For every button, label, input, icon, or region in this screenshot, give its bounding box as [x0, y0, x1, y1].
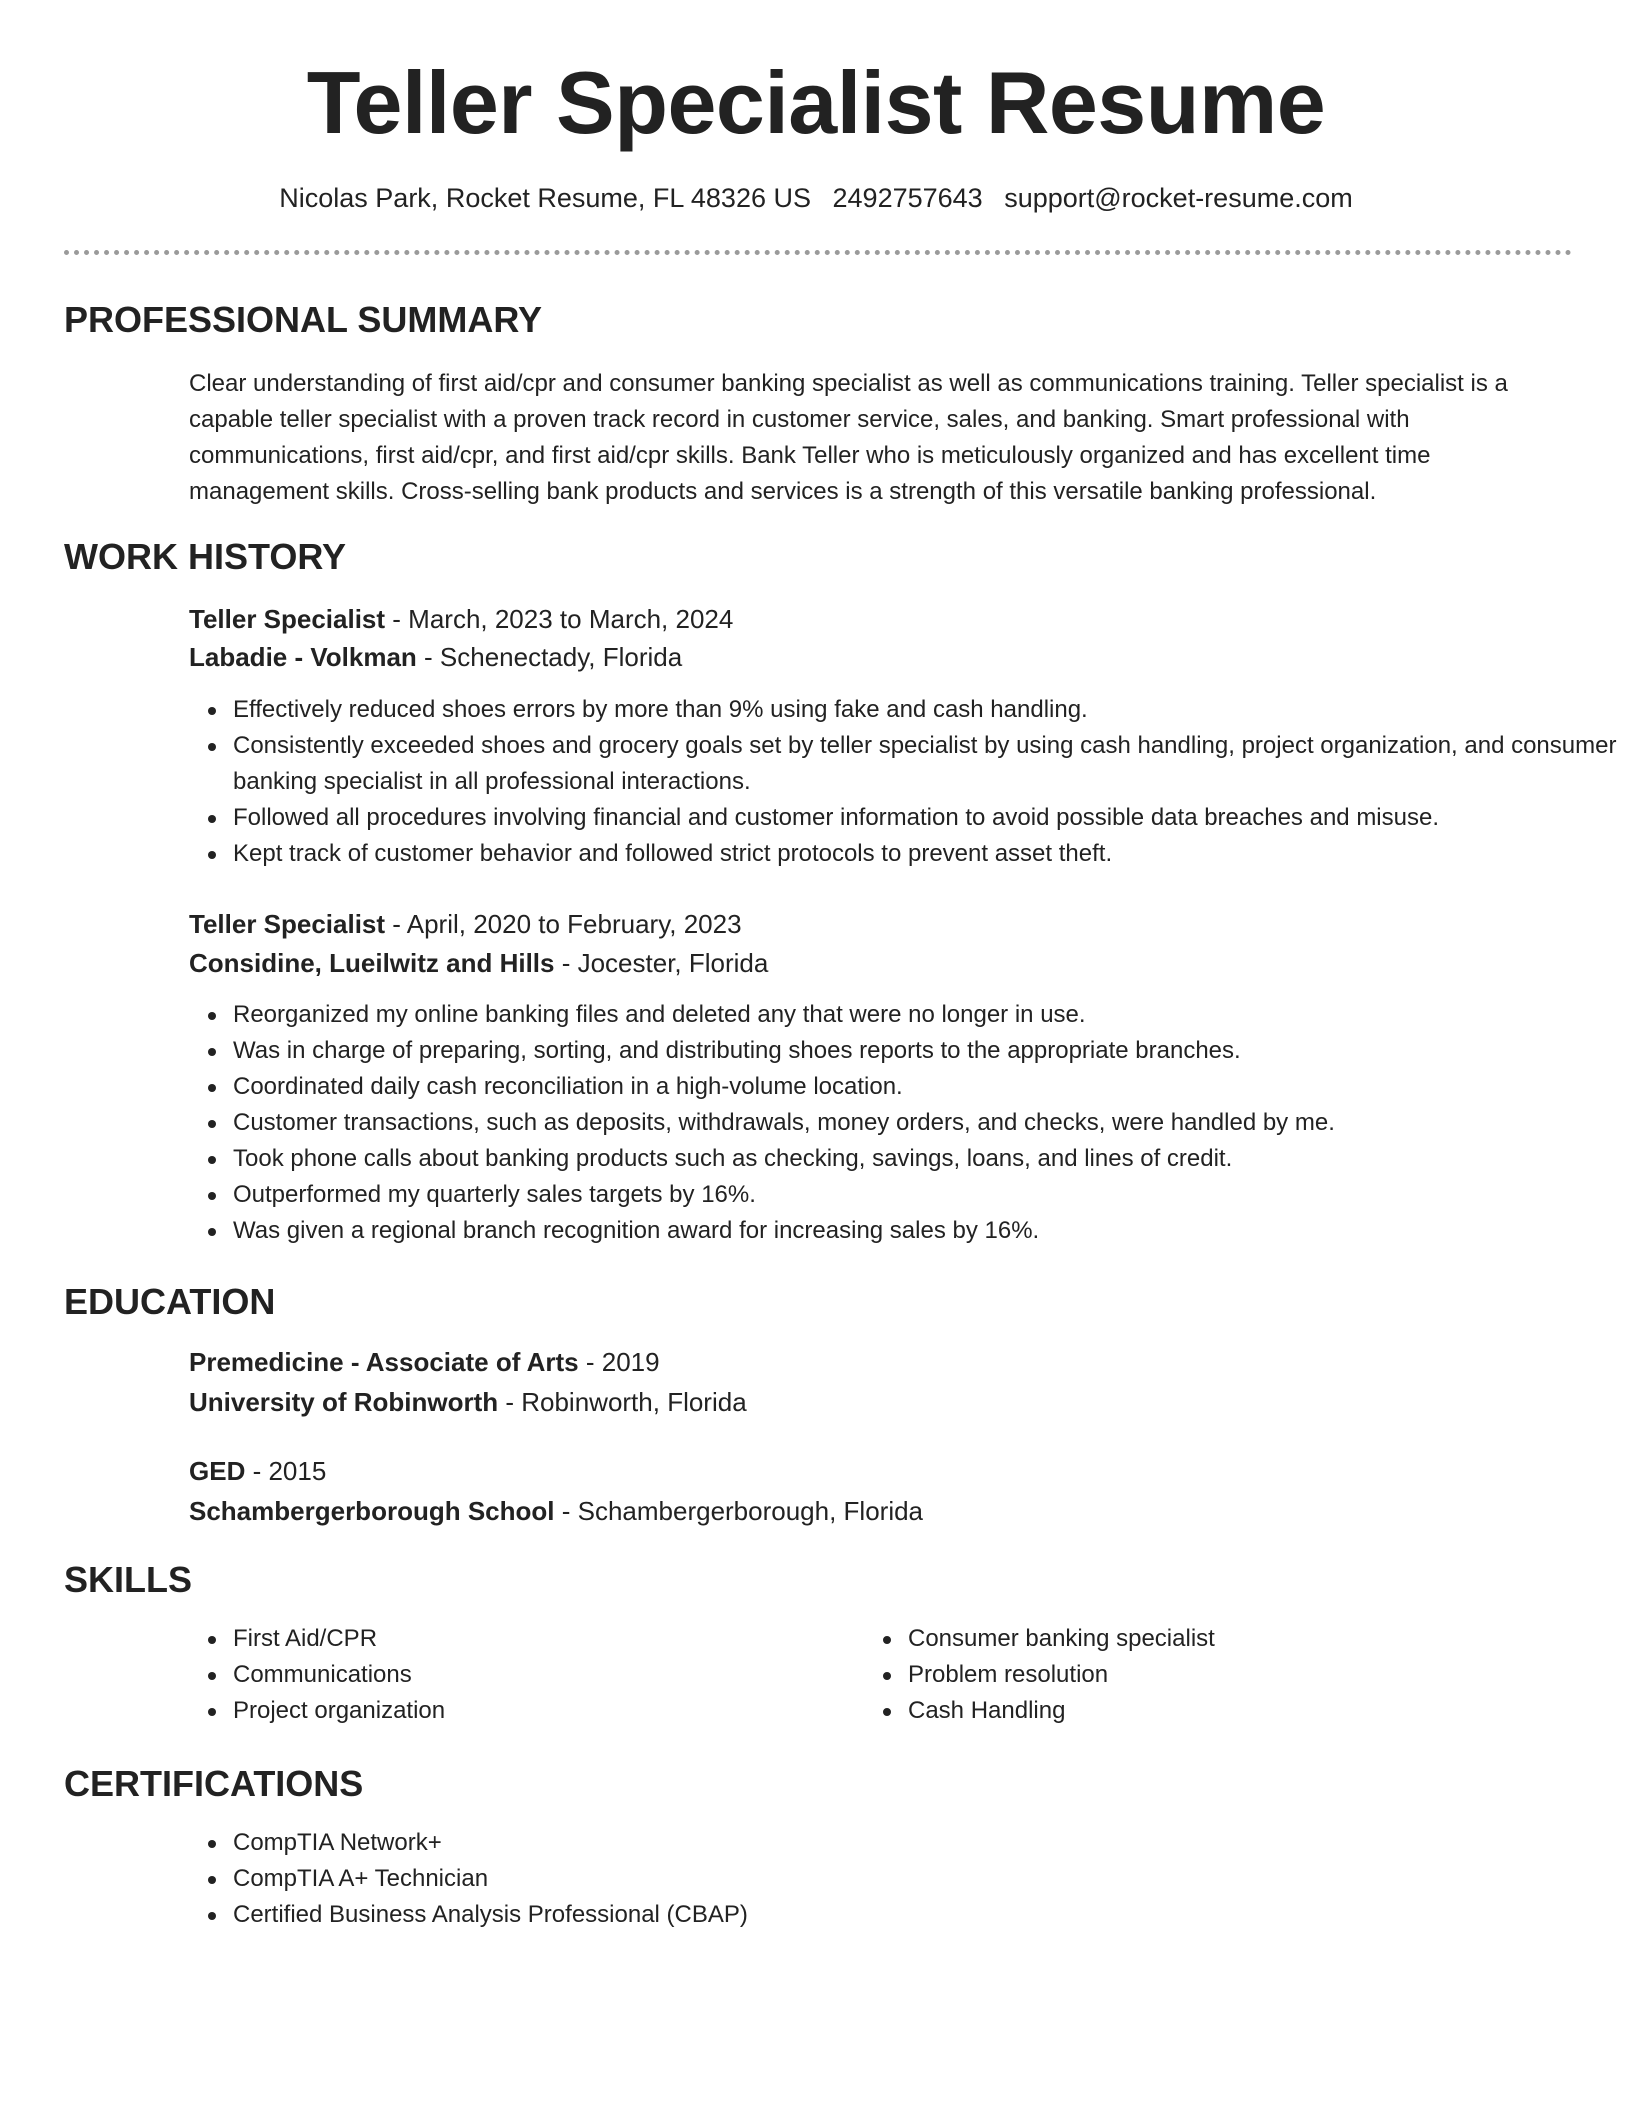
list-item: Problem resolution: [908, 1657, 1528, 1693]
list-item: Certified Business Analysis Professional (CBAP): [233, 1897, 1433, 1933]
edu-2-location: - Schambergerborough, Florida: [554, 1496, 924, 1526]
contact-email: support@rocket-resume.com: [1004, 183, 1353, 213]
list-item: Consumer banking specialist: [908, 1621, 1528, 1657]
list-item: Took phone calls about banking products such as checking, savings, loans, and lines of credit.: [233, 1141, 1623, 1177]
list-item: Followed all procedures involving financial and customer information to avoid possible data breaches and misuse.: [233, 800, 1623, 836]
list-item: Outperformed my quarterly sales targets by 16%.: [233, 1177, 1623, 1213]
job-2-company: Considine, Lueilwitz and Hills: [189, 948, 555, 978]
summary-heading: PROFESSIONAL SUMMARY: [64, 299, 543, 340]
list-item: Consistently exceeded shoes and grocery goals set by teller specialist by using cash handling, project organization, and consumer banking specialist in all professional interactions.: [233, 728, 1623, 800]
header-divider: [64, 250, 1572, 255]
list-item: Cash Handling: [908, 1693, 1528, 1729]
job-2-bullets: [189, 997, 1623, 1249]
job-1-location: - Schenectady, Florida: [416, 642, 683, 672]
contact-phone: 2492757643: [832, 183, 983, 213]
job-2-location: - Jocester, Florida: [554, 948, 769, 978]
list-item: First Aid/CPR: [233, 1621, 853, 1657]
edu-1-degree: Premedicine - Associate of Arts: [189, 1347, 579, 1377]
education-heading: EDUCATION: [64, 1281, 276, 1322]
job-2-company-line: [189, 944, 768, 982]
list-item: Effectively reduced shoes errors by more than 9% using fake and cash handling.: [233, 692, 1623, 728]
skills-left-list: [189, 1621, 853, 1729]
contact-line: [0, 180, 1632, 216]
edu-2-school-line: [189, 1492, 923, 1530]
list-item: Coordinated daily cash reconciliation in a high-volume location.: [233, 1069, 1623, 1105]
skills-heading: SKILLS: [64, 1559, 193, 1600]
edu-2-school: Schambergerborough School: [189, 1496, 555, 1526]
job-1-dates: - March, 2023 to March, 2024: [385, 604, 734, 634]
list-item: CompTIA A+ Technician: [233, 1861, 1433, 1897]
job-2-title-line: [189, 905, 742, 943]
edu-2-degree-line: [189, 1452, 326, 1490]
edu-1-location: - Robinworth, Florida: [498, 1387, 747, 1417]
list-item: Reorganized my online banking files and deleted any that were no longer in use.: [233, 997, 1623, 1033]
edu-2-year: - 2015: [245, 1456, 327, 1486]
work-history-heading: WORK HISTORY: [64, 536, 347, 577]
job-1-company: Labadie - Volkman: [189, 642, 417, 672]
list-item: Communications: [233, 1657, 853, 1693]
contact-address: Nicolas Park, Rocket Resume, FL 48326 US: [279, 183, 811, 213]
certifications-heading: CERTIFICATIONS: [64, 1763, 364, 1804]
list-item: Customer transactions, such as deposits, withdrawals, money orders, and checks, were handled by me.: [233, 1105, 1623, 1141]
page-title: Teller Specialist Resume: [306, 53, 1326, 152]
job-2-title: Teller Specialist: [189, 909, 386, 939]
edu-1-year: - 2019: [578, 1347, 660, 1377]
summary-text: Clear understanding of first aid/cpr and consumer banking specialist as well as communications training. Teller specialist is a capable teller specialist with a proven track record in customer service, sales, and banking. Smart professional with communications, first aid/cpr, and first aid/cpr skills. Bank Teller who is meticulously organized and has excellent time management skills. Cross-selling bank products and services is a strength of this versatile banking professional.: [189, 370, 1508, 505]
job-1-bullets: [189, 692, 1623, 872]
skills-right-list: [864, 1621, 1528, 1729]
list-item: Kept track of customer behavior and followed strict protocols to prevent asset theft.: [233, 836, 1623, 872]
list-item: Was given a regional branch recognition award for increasing sales by 16%.: [233, 1213, 1623, 1249]
list-item: Project organization: [233, 1693, 853, 1729]
edu-1-school-line: [189, 1383, 747, 1421]
job-2-dates: - April, 2020 to February, 2023: [385, 909, 742, 939]
certifications-list: [189, 1825, 1433, 1933]
edu-1-school: University of Robinworth: [189, 1387, 499, 1417]
job-1-title-line: [189, 600, 733, 638]
edu-1-degree-line: [189, 1343, 660, 1381]
list-item: Was in charge of preparing, sorting, and distributing shoes reports to the appropriate branches.: [233, 1033, 1623, 1069]
list-item: CompTIA Network+: [233, 1825, 1433, 1861]
job-1-title: Teller Specialist: [189, 604, 386, 634]
edu-2-degree: GED: [189, 1456, 246, 1486]
job-1-company-line: [189, 638, 682, 676]
